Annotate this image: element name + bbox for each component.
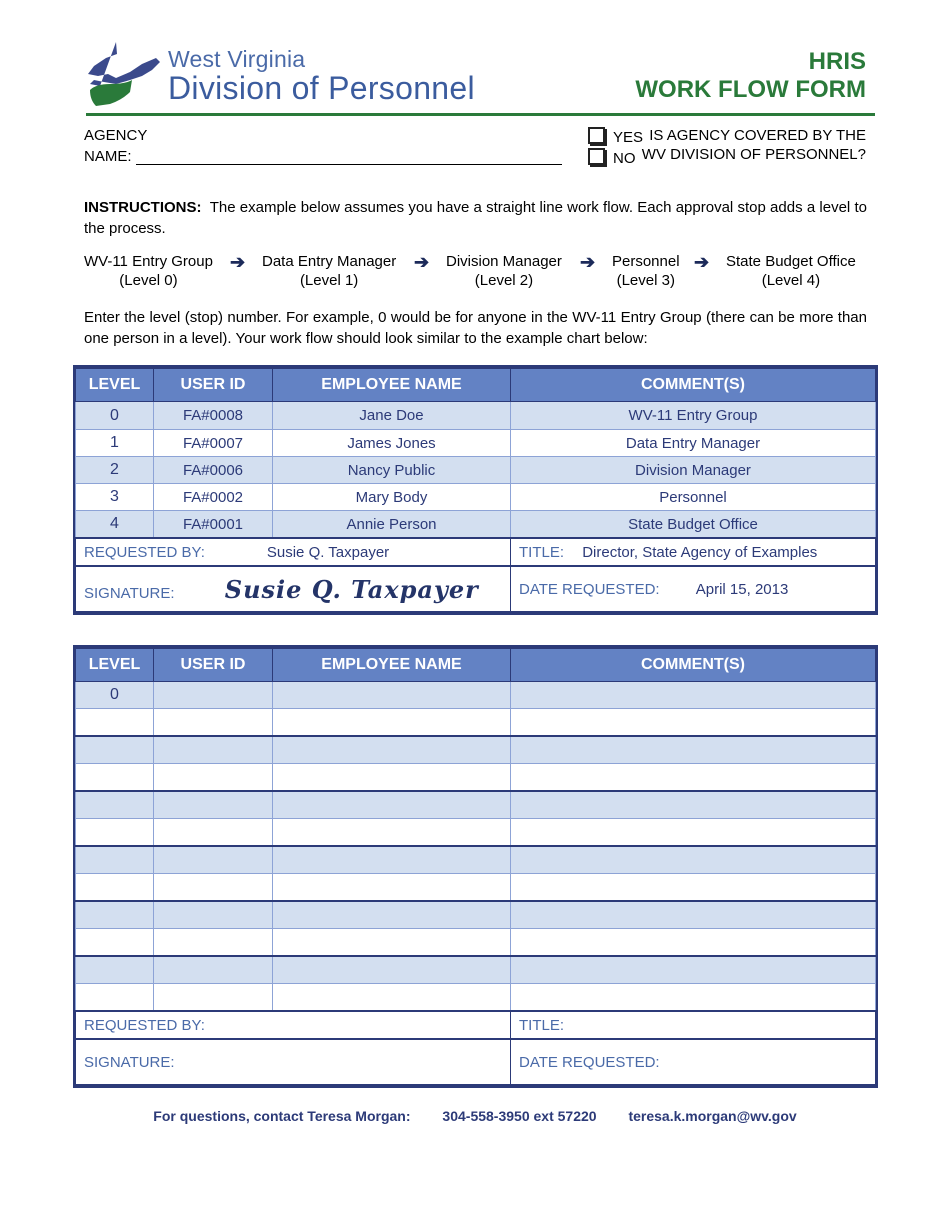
level-cell: 1 (76, 430, 154, 457)
user-id-input[interactable] (154, 984, 273, 1012)
comment-input[interactable] (511, 901, 876, 929)
contact-phone: 304-558-3950 ext 57220 (442, 1108, 597, 1124)
user-id-input[interactable] (154, 736, 273, 764)
level-cell: 3 (76, 484, 154, 511)
employee-name-cell: Jane Doe (273, 402, 511, 430)
user-id-input[interactable] (154, 956, 273, 984)
enter-instructions: Enter the level (stop) number. For example, 0 would be for anyone in the WV-11 Entry Group (there can be more than one person in a level). Your work flow should look similar to the example chart below: (84, 309, 867, 347)
level-cell: 2 (76, 457, 154, 484)
instructions-text: The example below assumes you have a straight line work flow. Each approval stop adds a level to the process. (84, 199, 867, 237)
table-row (76, 791, 876, 819)
agency-label: AGENCY (84, 127, 148, 144)
employee-name-input[interactable] (273, 846, 511, 874)
agency-name-field[interactable] (136, 164, 562, 165)
level-input[interactable] (76, 736, 154, 764)
signature-row (76, 566, 876, 612)
signature-input[interactable] (76, 1039, 511, 1085)
requested-by-value: Susie Q. Taxpayer (266, 543, 390, 561)
coverage-question-line2: WV DIVISION OF PERSONNEL? (641, 146, 866, 163)
column-header: USER ID (154, 648, 273, 682)
flow-arrow-icon: ➔ (580, 252, 596, 272)
table-row (76, 874, 876, 902)
table-row (76, 901, 876, 929)
level-cell: 0 (76, 682, 154, 709)
employee-name-cell: Nancy Public (273, 457, 511, 484)
comment-input[interactable] (511, 709, 876, 737)
table-row (76, 736, 876, 764)
user-id-input[interactable] (154, 846, 273, 874)
form-title-line2: WORK FLOW FORM (635, 76, 866, 103)
comment-cell: WV-11 Entry Group (511, 402, 876, 430)
level-cell: 0 (76, 402, 154, 430)
level-input[interactable] (76, 956, 154, 984)
requested-by-row (76, 538, 876, 566)
requested-by-label: REQUESTED BY: (84, 543, 205, 561)
date-requested-input[interactable] (511, 1039, 876, 1085)
user-id-cell: FA#0002 (154, 484, 273, 511)
date-requested-label: DATE REQUESTED: (519, 580, 660, 598)
user-id-input[interactable] (154, 874, 273, 902)
no-checkbox[interactable] (588, 148, 605, 165)
contact-email[interactable]: teresa.k.morgan@wv.gov (628, 1108, 797, 1124)
table-row (76, 402, 876, 430)
flow-step-3: Personnel (Level 3) (612, 253, 680, 289)
employee-name-input[interactable] (273, 956, 511, 984)
user-id-input[interactable] (154, 819, 273, 847)
user-id-input[interactable] (154, 791, 273, 819)
wv-state-logo-icon (86, 40, 162, 108)
comment-input[interactable] (511, 736, 876, 764)
level-input[interactable] (76, 929, 154, 957)
signature-cell (76, 566, 511, 612)
comment-input[interactable] (511, 764, 876, 792)
example-workflow-table (75, 367, 876, 613)
blank-workflow-table (75, 647, 876, 1086)
comment-input[interactable] (511, 791, 876, 819)
column-header: LEVEL (76, 648, 154, 682)
column-header: COMMENT(S) (511, 648, 876, 682)
org-name-line2: Division of Personnel (168, 70, 475, 106)
table-row (76, 484, 876, 511)
user-id-cell: FA#0007 (154, 430, 273, 457)
no-option[interactable]: NO (588, 148, 636, 167)
instructions-heading: INSTRUCTIONS: (84, 199, 202, 216)
employee-name-input[interactable] (273, 819, 511, 847)
requested-by-row (76, 1011, 876, 1039)
comment-input[interactable] (511, 682, 876, 709)
flow-arrow-icon: ➔ (414, 252, 430, 272)
date-requested-label: DATE REQUESTED: (519, 1053, 660, 1071)
table-row (76, 929, 876, 957)
comment-cell: Personnel (511, 484, 876, 511)
level-input[interactable] (76, 901, 154, 929)
instructions (84, 197, 867, 239)
employee-name-input[interactable] (273, 791, 511, 819)
title-label: TITLE: (519, 1016, 565, 1034)
table-row (76, 819, 876, 847)
signature-value: Susie Q. Taxpayer (224, 574, 479, 604)
flow-step-4: State Budget Office (Level 4) (726, 253, 856, 289)
comment-input[interactable] (511, 846, 876, 874)
table-row (76, 682, 876, 709)
footer-contact (0, 1108, 950, 1124)
employee-name-input[interactable] (273, 874, 511, 902)
signature-label: SIGNATURE: (84, 1053, 175, 1071)
comment-input[interactable] (511, 956, 876, 984)
comment-input[interactable] (511, 929, 876, 957)
comment-cell: Data Entry Manager (511, 430, 876, 457)
table-row (76, 430, 876, 457)
user-id-cell: FA#0006 (154, 457, 273, 484)
signature-row (76, 1039, 876, 1085)
employee-name-input[interactable] (273, 764, 511, 792)
employee-name-input[interactable] (273, 736, 511, 764)
table-row (76, 984, 876, 1012)
level-input[interactable] (76, 984, 154, 1012)
comment-cell: Division Manager (511, 457, 876, 484)
table-row (76, 709, 876, 737)
column-header: COMMENT(S) (511, 368, 876, 402)
user-id-input[interactable] (154, 682, 273, 709)
flow-step-2: Division Manager (Level 2) (446, 253, 562, 289)
user-id-input[interactable] (154, 709, 273, 737)
employee-name-input[interactable] (273, 709, 511, 737)
coverage-question (642, 127, 866, 163)
employee-name-input[interactable] (273, 984, 511, 1012)
level-input[interactable] (76, 709, 154, 737)
flow-step-0: WV-11 Entry Group (Level 0) (84, 253, 213, 289)
header-divider (86, 113, 875, 116)
comment-input[interactable] (511, 819, 876, 847)
user-id-cell: FA#0001 (154, 511, 273, 539)
signature-label: SIGNATURE: (84, 584, 175, 602)
title-cell (511, 538, 876, 566)
level-input[interactable] (76, 846, 154, 874)
employee-name-cell: Annie Person (273, 511, 511, 539)
employee-name-input[interactable] (273, 929, 511, 957)
flow-arrow-icon: ➔ (694, 252, 710, 272)
flow-step-1: Data Entry Manager (Level 1) (262, 253, 397, 289)
comment-input[interactable] (511, 984, 876, 1012)
column-header: LEVEL (76, 368, 154, 402)
coverage-question-line1: IS AGENCY COVERED BY THE (649, 127, 866, 144)
title-value: Director, State Agency of Examples (582, 543, 818, 561)
table-header-row (76, 648, 876, 682)
table-header-row (76, 368, 876, 402)
date-requested-cell (511, 566, 876, 612)
employee-name-input[interactable] (273, 901, 511, 929)
comment-input[interactable] (511, 874, 876, 902)
requested-by-input[interactable] (76, 1011, 511, 1039)
table-row (76, 764, 876, 792)
user-id-input[interactable] (154, 764, 273, 792)
user-id-input[interactable] (154, 929, 273, 957)
employee-name-cell: James Jones (273, 430, 511, 457)
yes-checkbox[interactable] (588, 127, 605, 144)
column-header: EMPLOYEE NAME (273, 368, 511, 402)
level-input[interactable] (76, 791, 154, 819)
requested-by-label: REQUESTED BY: (84, 1016, 205, 1034)
user-id-input[interactable] (154, 901, 273, 929)
table-row (76, 457, 876, 484)
employee-name-cell: Mary Body (273, 484, 511, 511)
level-input[interactable] (76, 819, 154, 847)
level-cell: 4 (76, 511, 154, 539)
date-requested-value: April 15, 2013 (695, 580, 789, 598)
flow-arrow-icon: ➔ (230, 252, 246, 272)
column-header: USER ID (154, 368, 273, 402)
agency-name-label: NAME: (84, 148, 132, 165)
comment-cell: State Budget Office (511, 511, 876, 539)
table-row (76, 511, 876, 539)
table-row (76, 956, 876, 984)
table-row (76, 846, 876, 874)
form-title (635, 48, 866, 104)
contact-label: For questions, contact Teresa Morgan: (153, 1108, 411, 1124)
level-input[interactable] (76, 764, 154, 792)
employee-name-input[interactable] (273, 682, 511, 709)
org-name-line1: West Virginia (168, 46, 306, 72)
column-header: EMPLOYEE NAME (273, 648, 511, 682)
yes-option[interactable]: YES (588, 127, 643, 146)
form-title-line1: HRIS (808, 48, 866, 75)
requested-by-cell (76, 538, 511, 566)
title-label: TITLE: (519, 543, 565, 561)
level-input[interactable] (76, 874, 154, 902)
title-input[interactable] (511, 1011, 876, 1039)
user-id-cell: FA#0008 (154, 402, 273, 430)
